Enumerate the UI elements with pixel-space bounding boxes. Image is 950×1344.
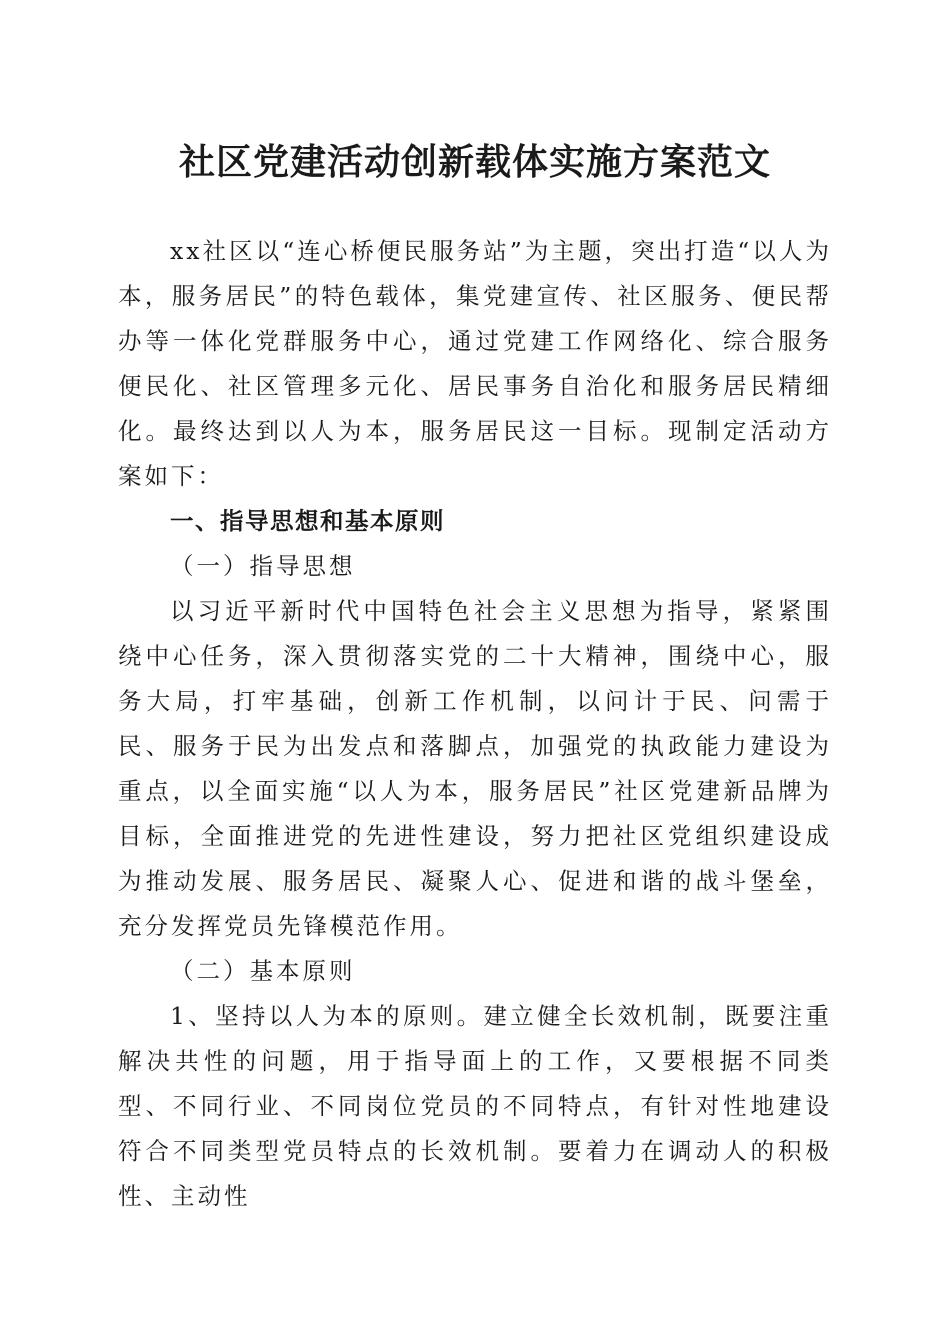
document-body <box>118 229 832 1219</box>
section-heading-1: 一、指导思想和基本原则 <box>170 507 445 535</box>
subsection-heading-guiding-ideology: （一）指导思想 <box>170 552 356 580</box>
guiding-ideology-paragraph: 以习近平新时代中国特色社会主义思想为指导，紧紧围绕中心任务，深入贯彻落实党的二十大精神，围绕中心，服务大局，打牢基础，创新工作机制，以问计于民、问需于民、服务于民为出发点和落脚点，加强党的执政能力建设为重点，以全面实施“以人为本，服务居民”社区党建新品牌为目标，全面推进党的先进性建设，努力把社区党组织建设成为推动发展、服务居民、凝聚人心、促进和谐的战斗堡垒，充分发挥党员先锋模范作用。 <box>118 597 832 940</box>
subsection-heading-basic-principles: （二）基本原则 <box>170 957 356 985</box>
document-title: 社区党建活动创新载体实施方案范文 <box>178 141 771 183</box>
intro-paragraph: xx社区以“连心桥便民服务站”为主题，突出打造“以人为本，服务居民”的特色载体，集党建宣传、社区服务、便民帮办等一体化党群服务中心，通过党建工作网络化、综合服务便民化、社区管理多元化、居民事务自治化和服务居民精细化。最终达到以人为本，服务居民这一目标。现制定活动方案如下： <box>118 237 832 490</box>
principle-1-paragraph: 1、坚持以人为本的原则。建立健全长效机制，既要注重解决共性的问题，用于指导面上的工作，又要根据不同类型、不同行业、不同岗位党员的不同特点，有针对性地建设符合不同类型党员特点的长效机制。要着力在调动人的积极性、主动性 <box>118 1002 832 1210</box>
